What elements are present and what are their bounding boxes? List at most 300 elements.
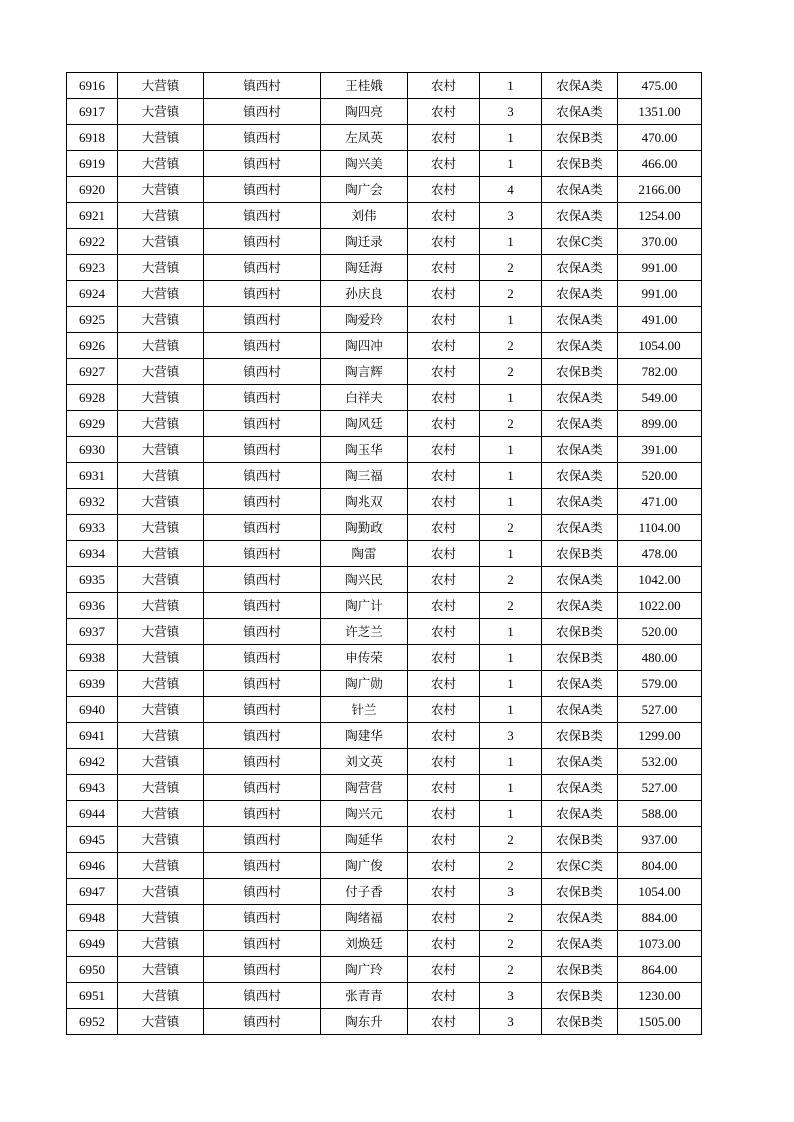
name-cell: 陶广勋 xyxy=(321,671,408,697)
household-count-cell: 2 xyxy=(480,359,542,385)
town-cell: 大营镇 xyxy=(118,853,204,879)
row-number-cell: 6945 xyxy=(67,827,118,853)
town-cell: 大营镇 xyxy=(118,957,204,983)
area-type-cell: 农村 xyxy=(408,281,480,307)
row-number-cell: 6947 xyxy=(67,879,118,905)
insurance-class-cell: 农保A类 xyxy=(542,333,618,359)
row-number-cell: 6946 xyxy=(67,853,118,879)
insurance-class-cell: 农保B类 xyxy=(542,645,618,671)
village-cell: 镇西村 xyxy=(204,177,321,203)
insurance-class-cell: 农保B类 xyxy=(542,983,618,1009)
table-row xyxy=(67,151,702,177)
insurance-class-cell: 农保B类 xyxy=(542,723,618,749)
town-cell: 大营镇 xyxy=(118,151,204,177)
name-cell: 孙庆良 xyxy=(321,281,408,307)
area-type-cell: 农村 xyxy=(408,229,480,255)
row-number-cell: 6943 xyxy=(67,775,118,801)
insurance-class-cell: 农保A类 xyxy=(542,775,618,801)
table-row xyxy=(67,905,702,931)
row-number-cell: 6927 xyxy=(67,359,118,385)
name-cell: 陶四亮 xyxy=(321,99,408,125)
row-number-cell: 6932 xyxy=(67,489,118,515)
insurance-class-cell: 农保A类 xyxy=(542,515,618,541)
village-cell: 镇西村 xyxy=(204,671,321,697)
row-number-cell: 6935 xyxy=(67,567,118,593)
amount-cell: 480.00 xyxy=(618,645,702,671)
row-number-cell: 6922 xyxy=(67,229,118,255)
row-number-cell: 6924 xyxy=(67,281,118,307)
area-type-cell: 农村 xyxy=(408,333,480,359)
village-cell: 镇西村 xyxy=(204,723,321,749)
amount-cell: 1505.00 xyxy=(618,1009,702,1035)
area-type-cell: 农村 xyxy=(408,567,480,593)
table-row xyxy=(67,567,702,593)
area-type-cell: 农村 xyxy=(408,1009,480,1035)
name-cell: 陶爱玲 xyxy=(321,307,408,333)
name-cell: 许芝兰 xyxy=(321,619,408,645)
insurance-class-cell: 农保A类 xyxy=(542,73,618,99)
name-cell: 陶风廷 xyxy=(321,411,408,437)
name-cell: 刘焕廷 xyxy=(321,931,408,957)
table-row xyxy=(67,489,702,515)
table-row xyxy=(67,593,702,619)
amount-cell: 579.00 xyxy=(618,671,702,697)
area-type-cell: 农村 xyxy=(408,723,480,749)
area-type-cell: 农村 xyxy=(408,463,480,489)
village-cell: 镇西村 xyxy=(204,411,321,437)
insurance-class-cell: 农保A类 xyxy=(542,463,618,489)
insurance-class-cell: 农保A类 xyxy=(542,437,618,463)
town-cell: 大营镇 xyxy=(118,203,204,229)
insurance-class-cell: 农保A类 xyxy=(542,697,618,723)
amount-cell: 520.00 xyxy=(618,463,702,489)
name-cell: 申传荣 xyxy=(321,645,408,671)
household-count-cell: 2 xyxy=(480,827,542,853)
amount-cell: 1054.00 xyxy=(618,333,702,359)
village-cell: 镇西村 xyxy=(204,827,321,853)
area-type-cell: 农村 xyxy=(408,73,480,99)
area-type-cell: 农村 xyxy=(408,255,480,281)
row-number-cell: 6931 xyxy=(67,463,118,489)
village-cell: 镇西村 xyxy=(204,983,321,1009)
amount-cell: 370.00 xyxy=(618,229,702,255)
name-cell: 陶迁录 xyxy=(321,229,408,255)
household-count-cell: 2 xyxy=(480,333,542,359)
table-row xyxy=(67,411,702,437)
row-number-cell: 6923 xyxy=(67,255,118,281)
household-count-cell: 4 xyxy=(480,177,542,203)
town-cell: 大营镇 xyxy=(118,983,204,1009)
town-cell: 大营镇 xyxy=(118,671,204,697)
town-cell: 大营镇 xyxy=(118,333,204,359)
amount-cell: 884.00 xyxy=(618,905,702,931)
row-number-cell: 6930 xyxy=(67,437,118,463)
town-cell: 大营镇 xyxy=(118,177,204,203)
insurance-class-cell: 农保A类 xyxy=(542,307,618,333)
insurance-class-cell: 农保A类 xyxy=(542,931,618,957)
row-number-cell: 6937 xyxy=(67,619,118,645)
row-number-cell: 6916 xyxy=(67,73,118,99)
town-cell: 大营镇 xyxy=(118,125,204,151)
row-number-cell: 6918 xyxy=(67,125,118,151)
insurance-class-cell: 农保B类 xyxy=(542,827,618,853)
name-cell: 陶兴元 xyxy=(321,801,408,827)
table-row xyxy=(67,541,702,567)
row-number-cell: 6942 xyxy=(67,749,118,775)
town-cell: 大营镇 xyxy=(118,229,204,255)
table-row xyxy=(67,385,702,411)
table-row xyxy=(67,697,702,723)
name-cell: 付子香 xyxy=(321,879,408,905)
insurance-class-cell: 农保A类 xyxy=(542,749,618,775)
row-number-cell: 6940 xyxy=(67,697,118,723)
name-cell: 陶廷海 xyxy=(321,255,408,281)
name-cell: 陶广计 xyxy=(321,593,408,619)
household-count-cell: 1 xyxy=(480,463,542,489)
household-count-cell: 3 xyxy=(480,203,542,229)
town-cell: 大营镇 xyxy=(118,931,204,957)
table-row xyxy=(67,827,702,853)
area-type-cell: 农村 xyxy=(408,541,480,567)
name-cell: 陶勤政 xyxy=(321,515,408,541)
insurance-class-cell: 农保B类 xyxy=(542,359,618,385)
village-cell: 镇西村 xyxy=(204,99,321,125)
name-cell: 王桂娥 xyxy=(321,73,408,99)
village-cell: 镇西村 xyxy=(204,775,321,801)
village-cell: 镇西村 xyxy=(204,853,321,879)
insurance-class-cell: 农保A类 xyxy=(542,567,618,593)
table-body xyxy=(67,73,702,1035)
table-row xyxy=(67,879,702,905)
village-cell: 镇西村 xyxy=(204,489,321,515)
row-number-cell: 6939 xyxy=(67,671,118,697)
area-type-cell: 农村 xyxy=(408,385,480,411)
table-row xyxy=(67,203,702,229)
insurance-class-cell: 农保A类 xyxy=(542,99,618,125)
amount-cell: 549.00 xyxy=(618,385,702,411)
amount-cell: 466.00 xyxy=(618,151,702,177)
amount-cell: 520.00 xyxy=(618,619,702,645)
area-type-cell: 农村 xyxy=(408,671,480,697)
household-count-cell: 2 xyxy=(480,931,542,957)
table-row xyxy=(67,723,702,749)
household-count-cell: 3 xyxy=(480,879,542,905)
table-row xyxy=(67,983,702,1009)
row-number-cell: 6925 xyxy=(67,307,118,333)
table-row xyxy=(67,125,702,151)
amount-cell: 1299.00 xyxy=(618,723,702,749)
name-cell: 陶兴民 xyxy=(321,567,408,593)
table-row xyxy=(67,281,702,307)
name-cell: 刘伟 xyxy=(321,203,408,229)
row-number-cell: 6936 xyxy=(67,593,118,619)
table-row xyxy=(67,619,702,645)
town-cell: 大营镇 xyxy=(118,905,204,931)
area-type-cell: 农村 xyxy=(408,879,480,905)
table-row xyxy=(67,775,702,801)
area-type-cell: 农村 xyxy=(408,151,480,177)
table-row xyxy=(67,177,702,203)
row-number-cell: 6934 xyxy=(67,541,118,567)
name-cell: 陶营营 xyxy=(321,775,408,801)
table-row xyxy=(67,1009,702,1035)
town-cell: 大营镇 xyxy=(118,515,204,541)
name-cell: 陶绪福 xyxy=(321,905,408,931)
household-count-cell: 1 xyxy=(480,801,542,827)
row-number-cell: 6926 xyxy=(67,333,118,359)
name-cell: 陶三福 xyxy=(321,463,408,489)
area-type-cell: 农村 xyxy=(408,957,480,983)
table-row xyxy=(67,333,702,359)
amount-cell: 391.00 xyxy=(618,437,702,463)
row-number-cell: 6929 xyxy=(67,411,118,437)
amount-cell: 471.00 xyxy=(618,489,702,515)
town-cell: 大营镇 xyxy=(118,645,204,671)
name-cell: 陶建华 xyxy=(321,723,408,749)
village-cell: 镇西村 xyxy=(204,463,321,489)
table-row xyxy=(67,645,702,671)
insurance-class-cell: 农保A类 xyxy=(542,203,618,229)
amount-cell: 532.00 xyxy=(618,749,702,775)
household-count-cell: 1 xyxy=(480,307,542,333)
area-type-cell: 农村 xyxy=(408,853,480,879)
town-cell: 大营镇 xyxy=(118,489,204,515)
village-cell: 镇西村 xyxy=(204,801,321,827)
household-count-cell: 3 xyxy=(480,99,542,125)
name-cell: 陶兆双 xyxy=(321,489,408,515)
amount-cell: 782.00 xyxy=(618,359,702,385)
household-count-cell: 1 xyxy=(480,73,542,99)
table-row xyxy=(67,801,702,827)
amount-cell: 1104.00 xyxy=(618,515,702,541)
amount-cell: 937.00 xyxy=(618,827,702,853)
household-count-cell: 1 xyxy=(480,385,542,411)
village-cell: 镇西村 xyxy=(204,229,321,255)
row-number-cell: 6952 xyxy=(67,1009,118,1035)
insurance-class-cell: 农保A类 xyxy=(542,385,618,411)
household-count-cell: 1 xyxy=(480,489,542,515)
table-row xyxy=(67,307,702,333)
area-type-cell: 农村 xyxy=(408,749,480,775)
household-count-cell: 3 xyxy=(480,983,542,1009)
town-cell: 大营镇 xyxy=(118,385,204,411)
household-count-cell: 1 xyxy=(480,229,542,255)
area-type-cell: 农村 xyxy=(408,645,480,671)
household-count-cell: 1 xyxy=(480,749,542,775)
name-cell: 陶东升 xyxy=(321,1009,408,1035)
insurance-class-cell: 农保A类 xyxy=(542,593,618,619)
name-cell: 陶玉华 xyxy=(321,437,408,463)
village-cell: 镇西村 xyxy=(204,73,321,99)
household-count-cell: 1 xyxy=(480,125,542,151)
table-row xyxy=(67,957,702,983)
insurance-class-cell: 农保A类 xyxy=(542,671,618,697)
amount-cell: 527.00 xyxy=(618,775,702,801)
household-count-cell: 2 xyxy=(480,515,542,541)
town-cell: 大营镇 xyxy=(118,697,204,723)
amount-cell: 588.00 xyxy=(618,801,702,827)
table-row xyxy=(67,671,702,697)
name-cell: 刘文英 xyxy=(321,749,408,775)
name-cell: 陶广玲 xyxy=(321,957,408,983)
village-cell: 镇西村 xyxy=(204,541,321,567)
village-cell: 镇西村 xyxy=(204,567,321,593)
town-cell: 大营镇 xyxy=(118,801,204,827)
name-cell: 白祥夫 xyxy=(321,385,408,411)
row-number-cell: 6928 xyxy=(67,385,118,411)
row-number-cell: 6948 xyxy=(67,905,118,931)
village-cell: 镇西村 xyxy=(204,697,321,723)
amount-cell: 1254.00 xyxy=(618,203,702,229)
village-cell: 镇西村 xyxy=(204,1009,321,1035)
insurance-class-cell: 农保A类 xyxy=(542,177,618,203)
amount-cell: 2166.00 xyxy=(618,177,702,203)
table-row xyxy=(67,229,702,255)
village-cell: 镇西村 xyxy=(204,619,321,645)
village-cell: 镇西村 xyxy=(204,515,321,541)
household-count-cell: 1 xyxy=(480,619,542,645)
amount-cell: 1230.00 xyxy=(618,983,702,1009)
insurance-class-cell: 农保B类 xyxy=(542,957,618,983)
area-type-cell: 农村 xyxy=(408,125,480,151)
insurance-class-cell: 农保C类 xyxy=(542,229,618,255)
insurance-class-cell: 农保A类 xyxy=(542,255,618,281)
row-number-cell: 6933 xyxy=(67,515,118,541)
household-count-cell: 1 xyxy=(480,541,542,567)
insurance-class-cell: 农保B类 xyxy=(542,619,618,645)
row-number-cell: 6938 xyxy=(67,645,118,671)
row-number-cell: 6920 xyxy=(67,177,118,203)
town-cell: 大营镇 xyxy=(118,827,204,853)
village-cell: 镇西村 xyxy=(204,645,321,671)
amount-cell: 491.00 xyxy=(618,307,702,333)
row-number-cell: 6917 xyxy=(67,99,118,125)
amount-cell: 804.00 xyxy=(618,853,702,879)
town-cell: 大营镇 xyxy=(118,567,204,593)
village-cell: 镇西村 xyxy=(204,359,321,385)
village-cell: 镇西村 xyxy=(204,593,321,619)
amount-cell: 478.00 xyxy=(618,541,702,567)
insurance-class-cell: 农保B类 xyxy=(542,125,618,151)
area-type-cell: 农村 xyxy=(408,99,480,125)
insurance-class-cell: 农保B类 xyxy=(542,151,618,177)
insurance-class-cell: 农保A类 xyxy=(542,281,618,307)
town-cell: 大营镇 xyxy=(118,593,204,619)
household-count-cell: 1 xyxy=(480,697,542,723)
amount-cell: 864.00 xyxy=(618,957,702,983)
insurance-class-cell: 农保B类 xyxy=(542,1009,618,1035)
amount-cell: 1351.00 xyxy=(618,99,702,125)
household-count-cell: 2 xyxy=(480,593,542,619)
area-type-cell: 农村 xyxy=(408,489,480,515)
insurance-class-cell: 农保A类 xyxy=(542,411,618,437)
town-cell: 大营镇 xyxy=(118,255,204,281)
amount-cell: 991.00 xyxy=(618,255,702,281)
area-type-cell: 农村 xyxy=(408,203,480,229)
insurance-class-cell: 农保A类 xyxy=(542,489,618,515)
table-row xyxy=(67,515,702,541)
insurance-class-cell: 农保B类 xyxy=(542,541,618,567)
table-row xyxy=(67,73,702,99)
town-cell: 大营镇 xyxy=(118,749,204,775)
insurance-class-cell: 农保A类 xyxy=(542,905,618,931)
insurance-class-cell: 农保A类 xyxy=(542,801,618,827)
village-cell: 镇西村 xyxy=(204,931,321,957)
area-type-cell: 农村 xyxy=(408,931,480,957)
area-type-cell: 农村 xyxy=(408,359,480,385)
data-table xyxy=(66,72,702,1035)
area-type-cell: 农村 xyxy=(408,905,480,931)
table-row xyxy=(67,359,702,385)
household-count-cell: 3 xyxy=(480,723,542,749)
village-cell: 镇西村 xyxy=(204,879,321,905)
amount-cell: 1022.00 xyxy=(618,593,702,619)
village-cell: 镇西村 xyxy=(204,203,321,229)
town-cell: 大营镇 xyxy=(118,411,204,437)
area-type-cell: 农村 xyxy=(408,177,480,203)
town-cell: 大营镇 xyxy=(118,281,204,307)
amount-cell: 899.00 xyxy=(618,411,702,437)
village-cell: 镇西村 xyxy=(204,255,321,281)
household-count-cell: 1 xyxy=(480,437,542,463)
town-cell: 大营镇 xyxy=(118,437,204,463)
name-cell: 陶雷 xyxy=(321,541,408,567)
amount-cell: 1054.00 xyxy=(618,879,702,905)
amount-cell: 991.00 xyxy=(618,281,702,307)
area-type-cell: 农村 xyxy=(408,697,480,723)
area-type-cell: 农村 xyxy=(408,515,480,541)
town-cell: 大营镇 xyxy=(118,879,204,905)
name-cell: 陶延华 xyxy=(321,827,408,853)
household-count-cell: 2 xyxy=(480,567,542,593)
amount-cell: 475.00 xyxy=(618,73,702,99)
village-cell: 镇西村 xyxy=(204,125,321,151)
insurance-class-cell: 农保C类 xyxy=(542,853,618,879)
household-count-cell: 1 xyxy=(480,151,542,177)
table-row xyxy=(67,255,702,281)
table-row xyxy=(67,931,702,957)
area-type-cell: 农村 xyxy=(408,827,480,853)
row-number-cell: 6950 xyxy=(67,957,118,983)
table-row xyxy=(67,749,702,775)
village-cell: 镇西村 xyxy=(204,385,321,411)
household-count-cell: 2 xyxy=(480,281,542,307)
town-cell: 大营镇 xyxy=(118,619,204,645)
village-cell: 镇西村 xyxy=(204,905,321,931)
amount-cell: 527.00 xyxy=(618,697,702,723)
village-cell: 镇西村 xyxy=(204,307,321,333)
household-count-cell: 2 xyxy=(480,905,542,931)
name-cell: 张青青 xyxy=(321,983,408,1009)
row-number-cell: 6941 xyxy=(67,723,118,749)
area-type-cell: 农村 xyxy=(408,593,480,619)
town-cell: 大营镇 xyxy=(118,1009,204,1035)
table-row xyxy=(67,853,702,879)
household-count-cell: 2 xyxy=(480,411,542,437)
household-count-cell: 2 xyxy=(480,957,542,983)
household-count-cell: 1 xyxy=(480,645,542,671)
village-cell: 镇西村 xyxy=(204,333,321,359)
village-cell: 镇西村 xyxy=(204,281,321,307)
name-cell: 陶四冲 xyxy=(321,333,408,359)
town-cell: 大营镇 xyxy=(118,307,204,333)
amount-cell: 1073.00 xyxy=(618,931,702,957)
row-number-cell: 6919 xyxy=(67,151,118,177)
area-type-cell: 农村 xyxy=(408,307,480,333)
name-cell: 陶言辉 xyxy=(321,359,408,385)
town-cell: 大营镇 xyxy=(118,541,204,567)
name-cell: 陶兴美 xyxy=(321,151,408,177)
